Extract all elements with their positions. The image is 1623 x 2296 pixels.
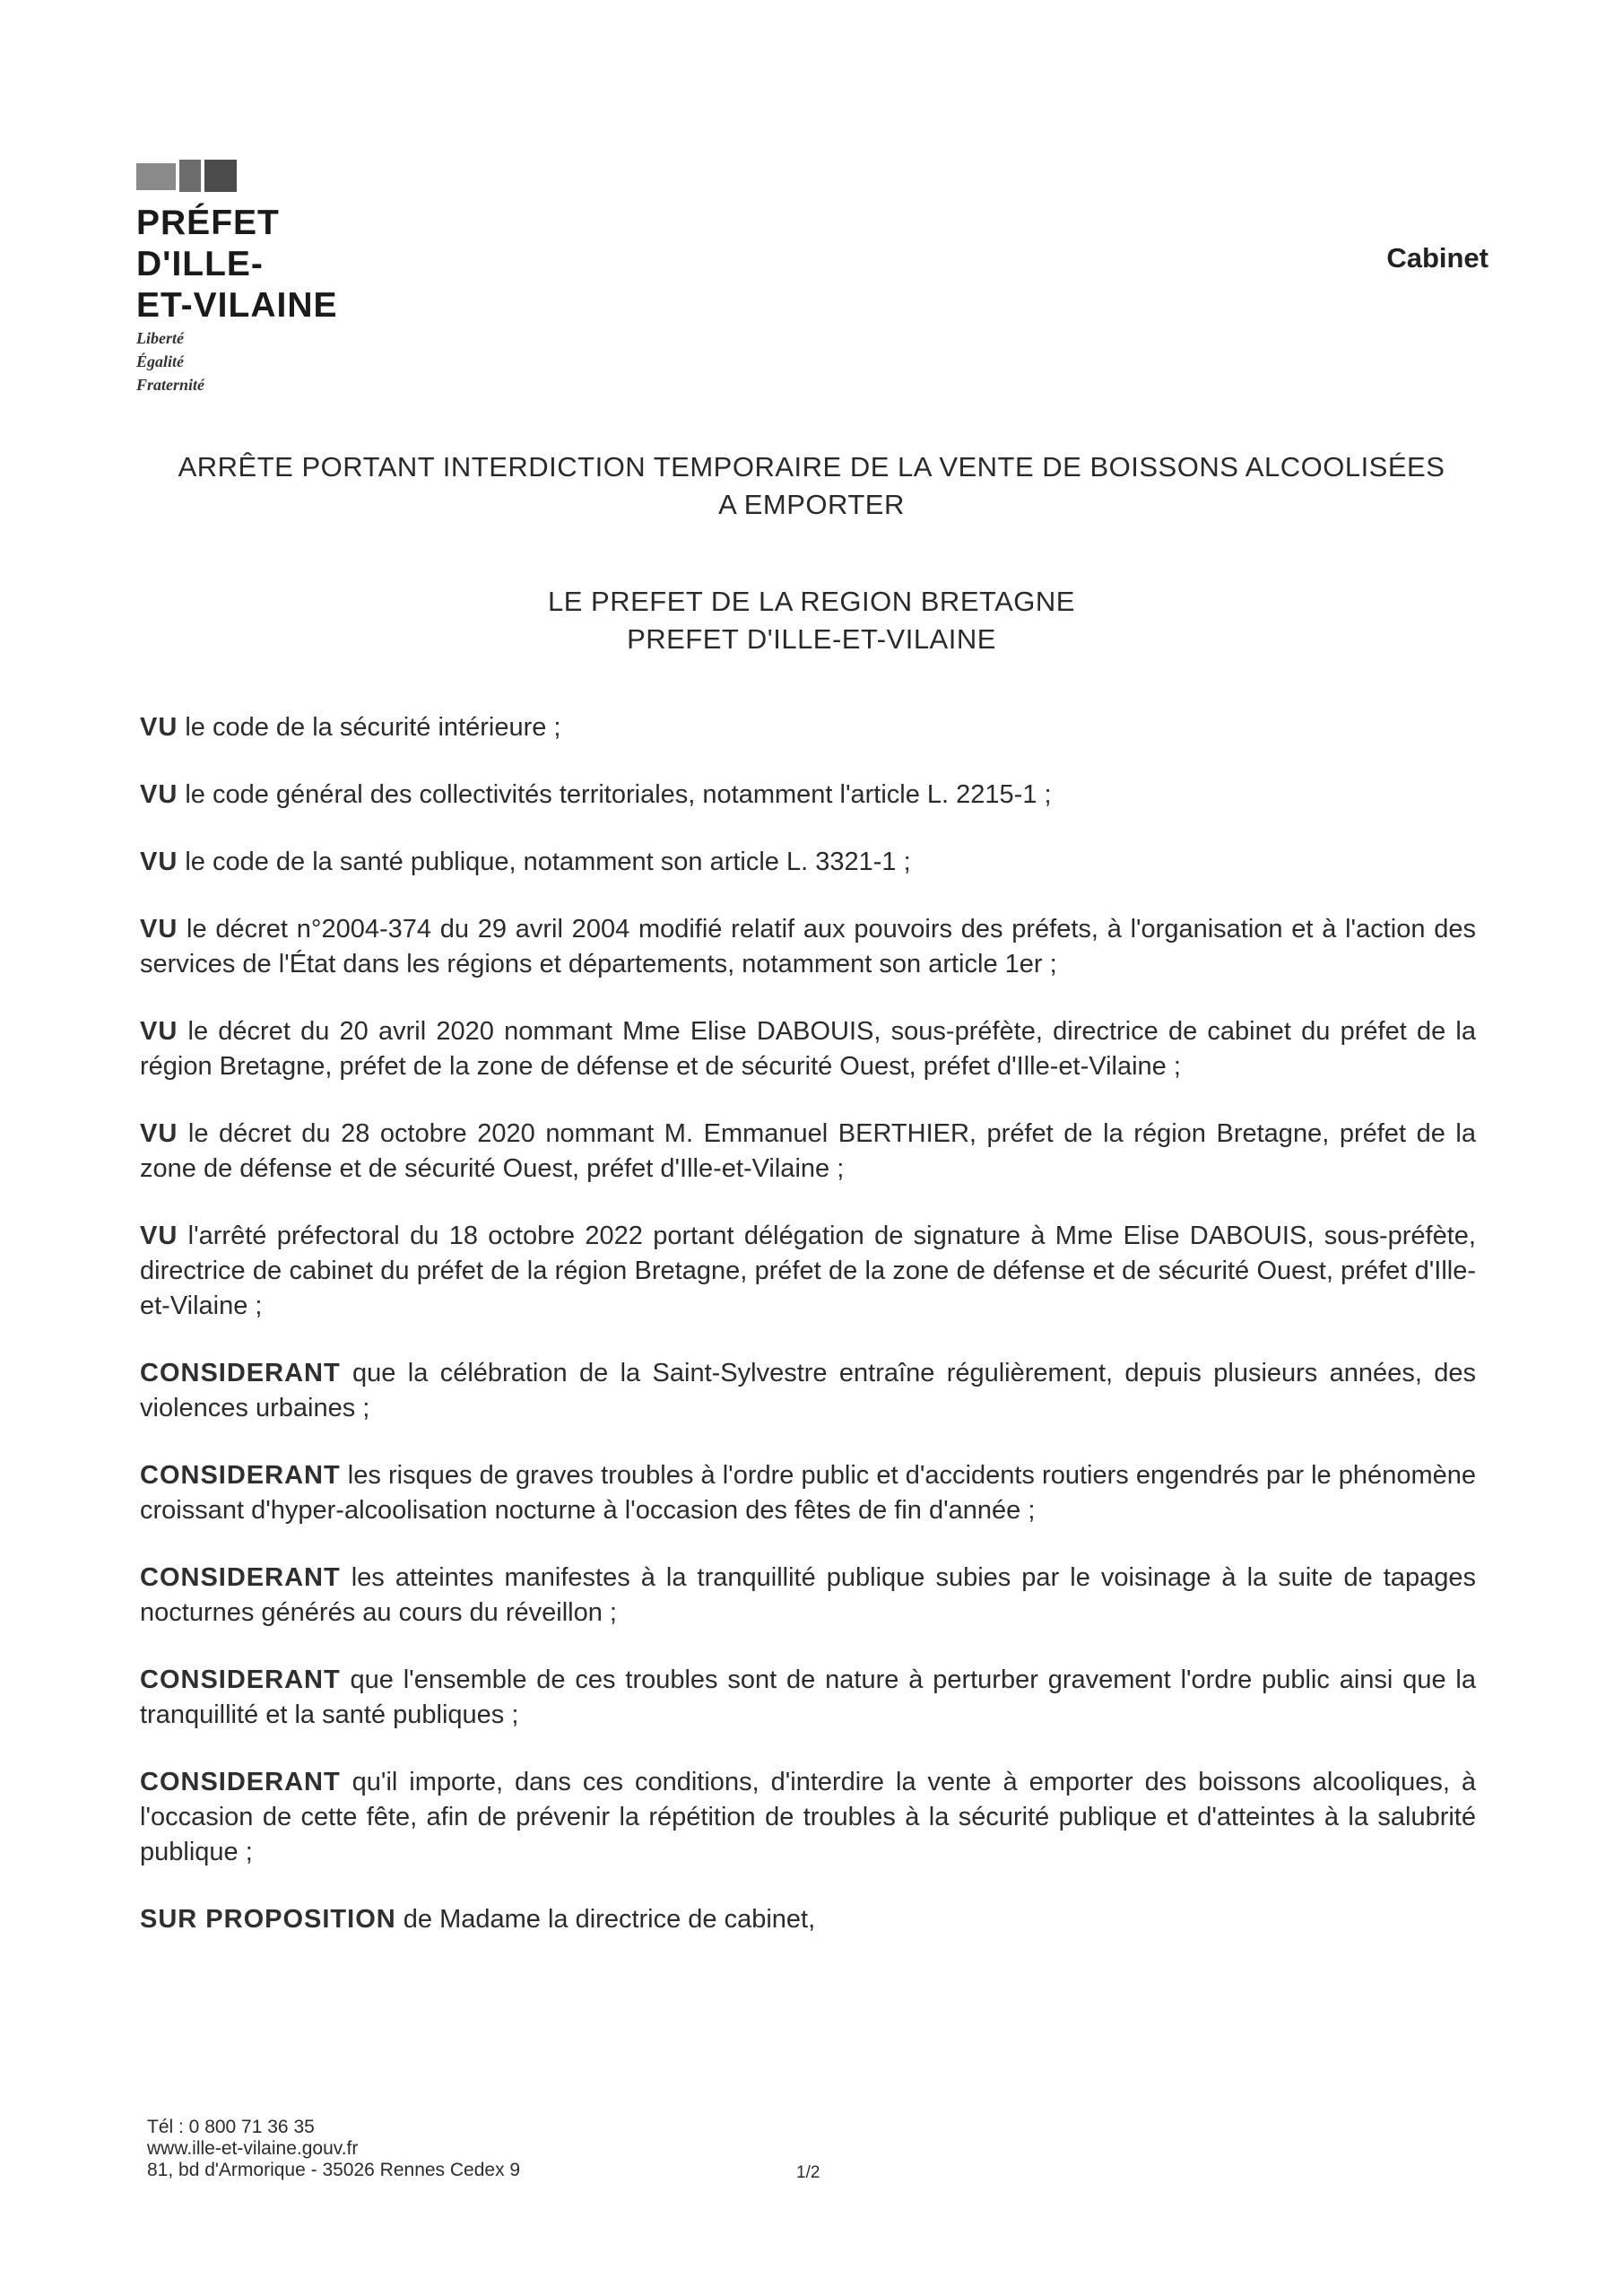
recital-keyword: VU — [140, 915, 178, 944]
decree-title — [126, 448, 1497, 524]
considering-text: que l'ensemble de ces troubles sont de nature à perturber gravement l'ordre public ainsi que la tranquillité et la santé publiques ; — [140, 1665, 1476, 1729]
recital-paragraph — [140, 710, 1476, 745]
service-label: Cabinet — [1386, 242, 1488, 274]
considering-keyword: CONSIDERANT — [140, 1359, 341, 1387]
authority-line-1: LE PREFET DE LA REGION BRETAGNE — [547, 586, 1075, 617]
recital-paragraph — [140, 778, 1476, 813]
recital-text: le code de la santé publique, notamment son article L. 3321-1 ; — [178, 848, 911, 876]
recital-keyword: VU — [140, 1119, 178, 1148]
proposal-keyword: SUR PROPOSITION — [140, 1905, 396, 1934]
recital-paragraph — [140, 1219, 1476, 1324]
footer-address: 81, bd d'Armorique - 35026 Rennes Cedex 9 — [147, 2160, 521, 2180]
prefecture-name — [136, 203, 369, 326]
republic-motto — [136, 326, 204, 396]
considering-text: que la célébration de la Saint-Sylvestre entraîne régulièrement, depuis plusieurs années, des violences urbaines ; — [140, 1359, 1476, 1422]
considering-paragraph — [140, 1458, 1476, 1528]
footer-phone: Tél : 0 800 71 36 35 — [147, 2117, 315, 2137]
recital-text: le décret du 20 avril 2020 nommant Mme Elise DABOUIS, sous-préfète, directrice de cabinet du préfet de la région Bretagne, préfet de la zone de défense et de sécurité Ouest, préfet d'Ille-et-Vilaine ; — [140, 1017, 1476, 1081]
recital-keyword: VU — [140, 1017, 178, 1046]
prefecture-line-1: PRÉFET — [136, 204, 280, 242]
considering-text: les risques de graves troubles à l'ordre public et d'accidents routiers engendrés par le phénomène croissant d'hyper-alcoolisation nocturne à l'occasion des fêtes de fin d'année ; — [140, 1461, 1476, 1525]
recital-text: le code de la sécurité intérieure ; — [178, 713, 561, 742]
recital-keyword: VU — [140, 713, 178, 742]
recital-keyword: VU — [140, 1222, 178, 1250]
recital-keyword: VU — [140, 848, 178, 876]
proposal-paragraph — [140, 1902, 1476, 1937]
issuing-authority — [126, 583, 1497, 658]
page-number: 1/2 — [796, 2163, 820, 2182]
recital-text: l'arrêté préfectoral du 18 octobre 2022 portant délégation de signature à Mme Elise DABOUIS, sous-préfète, directrice de cabinet du préfet de la région Bretagne, préfet de la zone de défense et de sécurité Ouest, préfet d'Ille-et-Vilaine ; — [140, 1222, 1476, 1320]
document-body — [140, 710, 1476, 1970]
considering-keyword: CONSIDERANT — [140, 1665, 341, 1694]
considering-text: qu'il importe, dans ces conditions, d'interdire la vente à emporter des boissons alcooliques, à l'occasion de cette fête, afin de prévenir la répétition de troubles à la sécurité publique et d'atteintes à la salubrité publique ; — [140, 1768, 1476, 1866]
considering-keyword: CONSIDERANT — [140, 1461, 341, 1490]
recital-text: le décret n°2004-374 du 29 avril 2004 modifié relatif aux pouvoirs des préfets, à l'organisation et à l'action des services de l'État dans les régions et départements, notamment son article 1er ; — [140, 915, 1476, 978]
considering-keyword: CONSIDERANT — [140, 1563, 341, 1592]
authority-line-2: PREFET D'ILLE-ET-VILAINE — [627, 623, 996, 655]
recital-paragraph — [140, 1117, 1476, 1187]
proposal-text: de Madame la directrice de cabinet, — [395, 1905, 816, 1934]
marianne-logo-icon — [136, 160, 237, 194]
considering-keyword: CONSIDERANT — [140, 1768, 341, 1796]
motto-liberte: Liberté — [136, 329, 184, 347]
motto-egalite: Égalité — [136, 352, 184, 370]
considering-paragraph — [140, 1356, 1476, 1426]
recital-keyword: VU — [140, 780, 178, 809]
motto-fraternite: Fraternité — [136, 376, 205, 394]
decree-title-line-1: ARRÊTE PORTANT INTERDICTION TEMPORAIRE DE LA VENTE DE BOISSONS ALCOOLISÉES — [178, 451, 1445, 483]
recital-paragraph — [140, 912, 1476, 982]
recital-text: le code général des collectivités territoriales, notamment l'article L. 2215-1 ; — [178, 780, 1052, 809]
considering-text: les atteintes manifestes à la tranquillité publique subies par le voisinage à la suite de tapages nocturnes générés au cours du réveillon ; — [140, 1563, 1476, 1627]
recital-paragraph — [140, 1014, 1476, 1084]
considering-paragraph — [140, 1765, 1476, 1870]
footer-website: www.ille-et-vilaine.gouv.fr — [147, 2138, 359, 2159]
recital-text: le décret du 28 octobre 2020 nommant M. Emmanuel BERTHIER, préfet de la région Bretagne, préfet de la zone de défense et de sécurité Ouest, préfet d'Ille-et-Vilaine ; — [140, 1119, 1476, 1183]
considering-paragraph — [140, 1663, 1476, 1733]
prefecture-line-3: ET-VILAINE — [136, 286, 338, 325]
prefecture-line-2: D'ILLE- — [136, 245, 264, 283]
considering-paragraph — [140, 1561, 1476, 1631]
decree-title-line-2: A EMPORTER — [718, 489, 905, 520]
recital-paragraph — [140, 845, 1476, 880]
footer-contact — [147, 2117, 520, 2181]
